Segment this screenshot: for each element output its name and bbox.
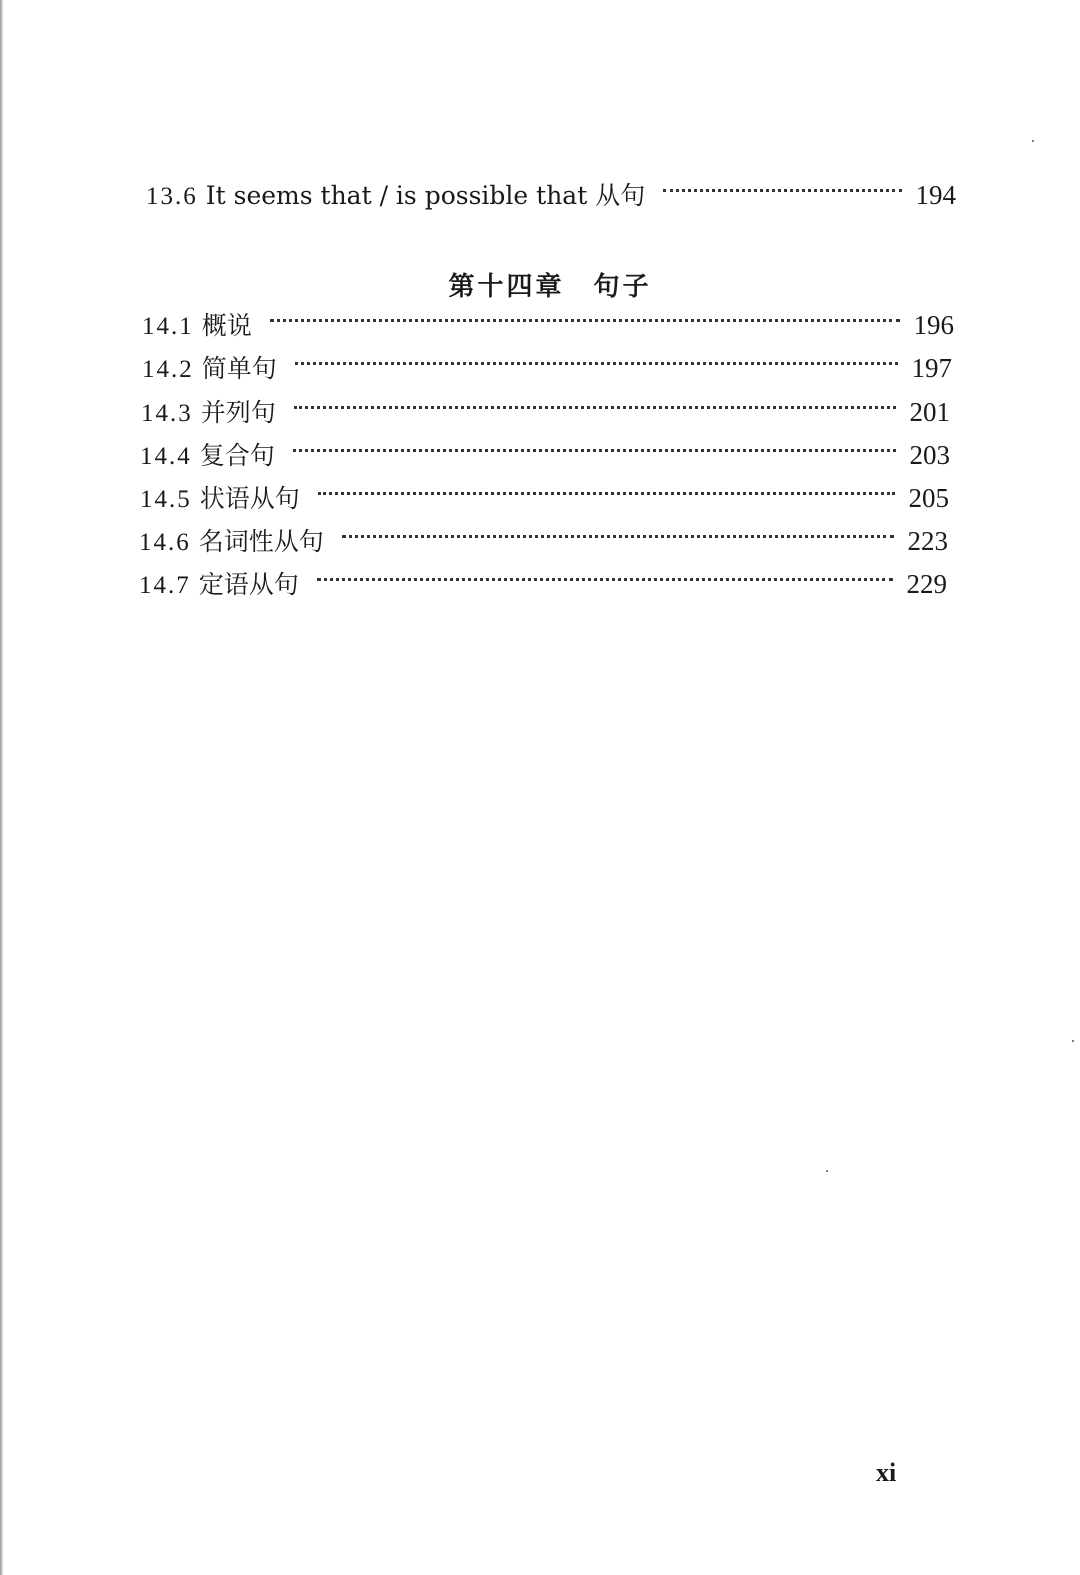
toc-entry-title: 复合句 — [199, 441, 275, 470]
toc-entry[interactable] — [142, 308, 954, 344]
toc-dot-leader — [318, 492, 895, 495]
toc-entry[interactable] — [140, 438, 950, 474]
toc-entry-title: 简单句 — [201, 354, 277, 383]
toc-dot-leader — [663, 189, 901, 192]
toc-entry-page: 194 — [915, 180, 956, 210]
toc-entry-number: 14.6 — [139, 529, 191, 556]
toc-entry-page: 229 — [906, 569, 947, 599]
toc-entry-number: 14.3 — [141, 400, 193, 427]
toc-entry-page: 196 — [913, 310, 954, 340]
toc-entry-title: 状语从句 — [199, 484, 300, 513]
chapter-heading: 第十四章 句子 — [448, 272, 652, 302]
toc-dot-leader — [270, 319, 900, 322]
toc-entry-page: 205 — [908, 483, 949, 513]
toc-entry[interactable] — [140, 481, 949, 517]
toc-entry-page: 223 — [907, 526, 948, 556]
toc-dot-leader — [293, 449, 896, 452]
toc-dot-leader — [295, 362, 898, 365]
toc-entry-number: 13.6 — [146, 183, 198, 210]
page-number: xi — [876, 1458, 897, 1487]
scan-speck — [1032, 140, 1034, 142]
toc-entry-title: 概说 — [201, 311, 252, 340]
toc-entry-page: 201 — [909, 397, 950, 427]
toc-entry[interactable] — [141, 395, 950, 431]
scan-speck — [826, 1170, 828, 1172]
toc-entry-number: 14.2 — [142, 356, 194, 383]
toc-entry[interactable] — [142, 351, 952, 387]
scan-speck — [1072, 1040, 1074, 1042]
toc-dot-leader — [294, 406, 896, 409]
toc-dot-leader — [342, 535, 894, 538]
toc-entry-title: 名词性从句 — [198, 527, 324, 556]
toc-entry-number: 14.1 — [142, 313, 194, 340]
toc-entry-number: 14.4 — [140, 443, 192, 470]
toc-entry-title: 定语从句 — [198, 570, 299, 599]
toc-dot-leader — [317, 578, 893, 581]
toc-entry[interactable] — [139, 567, 947, 603]
toc-entry-title: 并列句 — [200, 398, 276, 427]
toc-entry-13-6[interactable] — [146, 178, 956, 214]
toc-entry-number: 14.5 — [140, 486, 192, 513]
toc-entry-page: 197 — [911, 353, 952, 383]
toc-entry[interactable] — [139, 524, 948, 560]
toc-entry-title: It seems that / is possible that 从句 — [205, 181, 646, 210]
toc-entry-number: 14.7 — [139, 572, 191, 599]
scan-edge-shadow — [0, 0, 3, 1575]
toc-entry-page: 203 — [909, 440, 950, 470]
